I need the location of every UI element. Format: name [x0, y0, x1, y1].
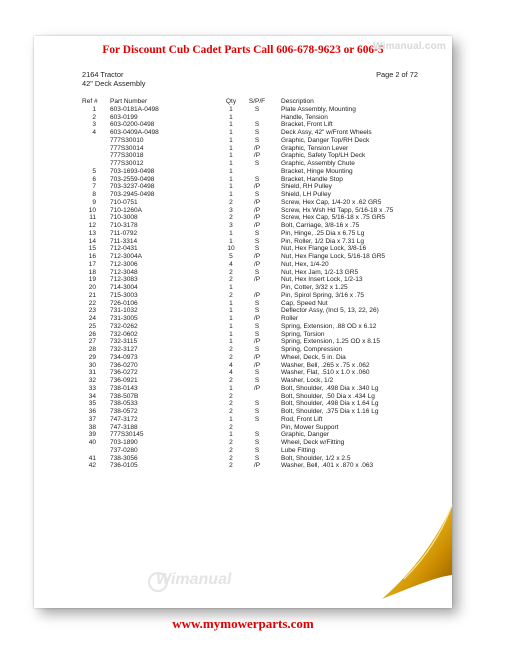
cell-description: Pin, Hinge, .25 Dia x 6.75 Lg	[281, 229, 365, 237]
cell-qty: 2	[229, 446, 233, 454]
cell-description: Shield, RH Pulley	[281, 183, 332, 191]
cell-spf: S	[254, 369, 260, 377]
cell-description: Pin, Roller, 1/2 Dia x 7.31 Lg	[281, 237, 364, 245]
cell-description: Nut, Hex Flange Lock, 5/16-18 GR5	[281, 253, 386, 260]
cell-qty: 1	[229, 415, 233, 423]
cell-part-number: 603-0199	[110, 113, 138, 121]
cell-spf: /P	[253, 198, 261, 206]
cell-spf: /P	[253, 384, 261, 392]
cell-spf: /P	[253, 276, 261, 284]
cell-spf: /P	[253, 353, 261, 361]
cell-spf: S	[254, 175, 260, 183]
cell-qty: 5	[229, 253, 233, 260]
page-curl-icon	[378, 503, 456, 605]
cell-ref: 38	[88, 423, 96, 431]
cell-ref: 20	[88, 284, 96, 291]
cell-qty: 1	[229, 175, 233, 183]
cell-spf: S	[254, 454, 260, 462]
cell-part-number: 747-3188	[110, 423, 138, 431]
cell-part-number: 736-0105	[110, 462, 138, 470]
cell-ref: 21	[88, 291, 96, 299]
cell-description: Lube Fitting	[281, 446, 316, 454]
cell-ref: 4	[92, 129, 96, 136]
cell-ref: 23	[88, 307, 96, 315]
cell-description: Bolt, Shoulder, .498 Dia x 1.64 Lg	[281, 400, 379, 408]
page-number: Page 2 of 72	[376, 70, 418, 79]
cell-qty: 4	[229, 369, 233, 377]
cell-part-number: 711-3314	[110, 237, 138, 245]
cell-ref: 12	[88, 222, 96, 229]
cell-part-number: 738-507B	[110, 392, 139, 400]
cell-qty: 1	[229, 144, 233, 152]
cell-ref: 42	[88, 462, 96, 470]
cell-part-number: 712-3083	[110, 276, 138, 284]
cell-description: Graphic, Safety Top/LH Deck	[281, 152, 366, 160]
cell-spf: S	[254, 439, 260, 446]
cell-description: Graphic, Danger	[281, 431, 330, 439]
cell-qty: 4	[229, 260, 233, 268]
cell-part-number: 731-1032	[110, 307, 138, 315]
cell-ref: 41	[88, 454, 96, 462]
cell-spf: /P	[253, 206, 261, 214]
cell-ref: 40	[88, 439, 96, 446]
cell-description: Nut, Hex Flange Lock, 3/8-16	[281, 245, 367, 253]
cell-spf: S	[254, 191, 260, 198]
cell-description: Nut, Hex Jam, 1/2-13 GR5	[281, 268, 359, 276]
cell-part-number: 732-0262	[110, 322, 138, 330]
cell-ref: 28	[88, 346, 96, 353]
cell-spf: S	[254, 136, 260, 144]
cell-qty: 1	[229, 299, 233, 307]
cell-spf: S	[254, 307, 260, 315]
cell-spf: /P	[253, 338, 261, 346]
cell-description: Bolt, Shoulder, 1/2 x 2.5	[281, 454, 351, 462]
cell-qty: 1	[229, 315, 233, 322]
cell-description: Screw, Hex Cap, 1/4-20 x .62 GR5	[281, 198, 382, 206]
cell-ref: 5	[92, 167, 96, 175]
cell-qty: 1	[229, 307, 233, 315]
cell-description: Washer, Bell, .265 x .75 x .062	[281, 361, 370, 369]
cell-spf: S	[254, 415, 260, 423]
cell-part-number: 726-0106	[110, 299, 138, 307]
cell-part-number: 703-2559-0498	[110, 175, 155, 183]
cell-ref: 36	[88, 408, 96, 415]
cell-description: Rod, Front Lift	[281, 415, 323, 423]
cell-spf: S	[254, 322, 260, 330]
cell-qty: 1	[229, 183, 233, 191]
cell-qty: 1	[229, 160, 233, 167]
cell-part-number: 736-0272	[110, 369, 138, 377]
cell-part-number: 777S30018	[110, 152, 144, 160]
cell-ref: 32	[88, 377, 96, 384]
cell-ref: 22	[88, 299, 96, 307]
cell-ref: 18	[88, 268, 96, 276]
cell-qty: 2	[229, 214, 233, 222]
cell-ref: 3	[92, 121, 96, 129]
cell-part-number: 715-3003	[110, 291, 138, 299]
cell-spf: S	[254, 245, 260, 253]
cell-qty: 1	[229, 152, 233, 160]
cell-qty: 1	[229, 237, 233, 245]
cell-description: Plate Assembly, Mounting	[281, 105, 356, 113]
cell-part-number: 737-0280	[110, 446, 138, 454]
cell-spf: S	[254, 105, 260, 113]
cell-ref: 17	[88, 260, 96, 268]
cell-part-number: 732-3115	[110, 338, 138, 346]
cell-ref: 11	[89, 214, 96, 222]
cell-ref: 35	[88, 400, 96, 408]
cell-spf: S	[254, 377, 260, 384]
cell-ref: 37	[88, 415, 96, 423]
cell-spf: S	[254, 346, 260, 353]
cell-part-number: 732-0602	[110, 330, 138, 338]
cell-spf: S	[254, 129, 260, 136]
cell-description: Wheel, Deck w/Fitting	[281, 439, 345, 446]
cell-spf: S	[254, 400, 260, 408]
cell-spf: /P	[253, 183, 261, 191]
cell-part-number: 710-3008	[110, 214, 138, 222]
cell-qty: 1	[229, 113, 233, 121]
brand-watermark-top: Wimanual.com	[373, 41, 446, 52]
cell-qty: 1	[229, 431, 233, 439]
cell-description: Bolt, Shoulder, .498 Dia x .340 Lg	[281, 384, 379, 392]
cell-part-number: 603-0409A-0498	[110, 129, 159, 136]
cell-qty: 1	[229, 229, 233, 237]
cell-spf: /P	[253, 361, 261, 369]
cell-qty: 2	[229, 276, 233, 284]
cell-qty: 2	[229, 454, 233, 462]
cell-description: Spring, Extension, 1.25 OD x 8.15	[281, 338, 380, 346]
cell-description: Shield, LH Pulley	[281, 191, 331, 198]
cell-description: Wheel, Deck, 5 in. Dia	[281, 353, 346, 361]
cell-qty: 1	[229, 322, 233, 330]
cell-part-number: 747-3172	[110, 415, 138, 423]
cell-spf: /P	[253, 260, 261, 268]
cell-part-number: 738-0533	[110, 400, 138, 408]
cell-qty: 1	[229, 167, 233, 175]
cell-description: Bolt, Shoulder, .375 Dia x 1.16 Lg	[281, 408, 379, 415]
cell-qty: 2	[229, 346, 233, 353]
cell-spf: S	[254, 268, 260, 276]
cell-description: Deck Assy, 42" w/Front Wheels	[281, 129, 372, 136]
cell-spf: /P	[253, 222, 261, 229]
cell-ref: 39	[88, 431, 96, 439]
cell-part-number: 703-1890	[110, 439, 138, 446]
cell-spf: /P	[253, 152, 261, 160]
cell-description: Bracket, Hinge Mounting	[281, 167, 353, 175]
cell-qty: 1	[229, 338, 233, 346]
cell-description: Spring, Extension, .88 OD x 6.12	[281, 322, 377, 330]
cell-qty: 1	[229, 121, 233, 129]
cell-spf: /P	[253, 214, 261, 222]
cell-part-number: 777S30014	[110, 144, 144, 152]
cell-spf: S	[254, 121, 260, 129]
cell-part-number: 777S30010	[110, 136, 144, 144]
cell-description: Nut, Hex, 1/4-20	[281, 260, 329, 268]
cell-spf: S	[254, 237, 260, 245]
header-qty: Qty	[225, 98, 237, 105]
cell-description: Bolt, Shoulder, .50 Dia x .434 Lg	[281, 392, 375, 400]
cell-description: Cap, Speed Nut	[281, 299, 328, 307]
cell-ref: 13	[88, 229, 96, 237]
cell-qty: 10	[227, 245, 235, 253]
cell-spf: /P	[253, 144, 261, 152]
cell-ref: 16	[88, 253, 96, 260]
cell-ref: 6	[92, 175, 96, 183]
cell-part-number: 603-0181A-0498	[110, 105, 159, 113]
watermark-text: Wimanual	[156, 571, 232, 588]
cell-part-number: 738-0572	[110, 408, 138, 415]
cell-qty: 1	[229, 191, 233, 198]
cell-ref: 24	[88, 315, 96, 322]
cell-qty: 3	[229, 206, 233, 214]
cell-description: Spring, Compression	[281, 346, 343, 353]
cell-part-number: 714-3004	[110, 284, 138, 291]
header-part-number: Part Number	[110, 98, 148, 105]
cell-qty: 1	[229, 284, 233, 291]
cell-part-number: 710-1260A	[110, 206, 143, 214]
cell-part-number: 738-3056	[110, 454, 138, 462]
cell-description: Pin, Cotter, 3/32 x 1.25	[281, 284, 348, 291]
cell-part-number: 712-3006	[110, 260, 138, 268]
cell-description: Graphic, Assembly Chute	[281, 160, 355, 167]
cell-qty: 3	[229, 222, 233, 229]
cell-description: Washer, Lock, 1/2	[281, 377, 334, 384]
cell-ref: 29	[88, 353, 96, 361]
cell-qty: 2	[229, 291, 233, 299]
cell-qty: 2	[229, 423, 233, 431]
cell-part-number: 777S30012	[110, 160, 144, 167]
cell-spf: /P	[253, 462, 261, 470]
cell-spf: /P	[253, 291, 261, 299]
cell-part-number: 734-0973	[110, 353, 138, 361]
cell-spf: S	[254, 446, 260, 454]
cell-part-number: 711-0792	[110, 229, 138, 237]
cell-ref: 27	[88, 338, 96, 346]
cell-ref: 30	[88, 361, 96, 369]
cell-qty: 2	[229, 377, 233, 384]
cell-qty: 2	[229, 353, 233, 361]
cell-description: Screw, Hex Cap, 5/16-18 x .75 GR5	[281, 214, 386, 222]
cell-qty: 1	[229, 105, 233, 113]
document-title: 2164 Tractor	[82, 70, 124, 79]
header-spf: S/P/F	[248, 98, 266, 105]
cell-qty: 1	[229, 384, 233, 392]
cell-qty: 1	[229, 129, 233, 136]
cell-qty: 2	[229, 462, 233, 470]
cell-ref: 1	[92, 105, 96, 113]
cell-spf: S	[254, 229, 260, 237]
cell-part-number: 712-3004A	[110, 253, 143, 260]
cell-part-number: 712-3048	[110, 268, 138, 276]
cell-spf: S	[254, 299, 260, 307]
cell-part-number: 712-0431	[110, 245, 138, 253]
cell-description: Nut, Hex Insert Lock, 1/2-13	[281, 276, 363, 284]
cell-spf: S	[254, 408, 260, 415]
cell-description: Deflector Assy, (Incl 5, 13, 22, 26)	[281, 307, 379, 315]
cell-spf: S	[254, 330, 260, 338]
discount-banner: For Discount Cub Cadet Parts Call 606-678-9623 or 606-5	[102, 44, 384, 56]
cell-qty: 1	[229, 136, 233, 144]
footer-url[interactable]: www.mymowerparts.com	[172, 616, 314, 631]
cell-ref: 31	[88, 369, 96, 377]
header-description: Description	[281, 98, 314, 105]
cell-ref: 14	[88, 237, 96, 245]
cell-part-number: 736-0270	[110, 361, 138, 369]
cell-ref: 7	[92, 183, 96, 191]
cell-qty: 1	[229, 330, 233, 338]
cell-ref: 15	[88, 245, 96, 253]
cell-description: Pin, Spirol Spring, 3/16 x .75	[281, 291, 364, 299]
cell-qty: 2	[229, 392, 233, 400]
cell-qty: 2	[229, 198, 233, 206]
cell-description: Roller	[281, 315, 299, 322]
cell-description: Graphic, Tension Lever	[281, 144, 349, 152]
cell-part-number: 731-3005	[110, 315, 138, 322]
cell-description: Graphic, Danger Top/RH Deck	[281, 136, 370, 144]
cell-spf: /P	[253, 253, 261, 260]
document-subtitle: 42" Deck Assembly	[82, 79, 146, 88]
cell-ref: 26	[88, 330, 96, 338]
cell-description: Bolt, Carriage, 3/8-16 x .75	[281, 222, 360, 229]
cell-ref: 8	[92, 191, 96, 198]
cell-qty: 2	[229, 268, 233, 276]
cell-part-number: 777S30145	[110, 431, 144, 439]
cell-part-number: 736-0921	[110, 377, 138, 384]
cell-ref: 19	[88, 276, 96, 284]
cell-description: Washer, Bell, .401 x .870 x .063	[281, 462, 374, 470]
cell-part-number: 703-3237-0498	[110, 183, 155, 191]
cell-description: Bracket, Handle Stop	[281, 175, 343, 183]
cell-part-number: 732-3127	[110, 346, 138, 353]
cell-description: Washer, Flat, .510 x 1.0 x .060	[281, 369, 370, 377]
cell-part-number: 738-0143	[110, 384, 138, 392]
cell-part-number: 710-0751	[110, 198, 138, 206]
cell-ref: 34	[88, 392, 96, 400]
cell-ref: 2	[92, 113, 96, 121]
header-ref: Ref #	[82, 98, 98, 105]
cell-description: Spring, Torsion	[281, 330, 325, 338]
cell-part-number: 710-3178	[110, 222, 138, 229]
cell-part-number: 703-2945-0498	[110, 191, 155, 198]
cell-spf: /P	[253, 315, 261, 322]
cell-qty: 2	[229, 439, 233, 446]
cell-part-number: 703-1693-0498	[110, 167, 155, 175]
cell-description: Bracket, Front Lift	[281, 121, 333, 129]
cell-part-number: 603-0200-0498	[110, 121, 155, 129]
document-header	[82, 70, 418, 88]
cell-spf: S	[254, 160, 260, 167]
cell-description: Pin, Mower Support	[281, 423, 339, 431]
cell-qty: 2	[229, 400, 233, 408]
cell-description: Handle, Tension	[281, 113, 328, 121]
cell-ref: 9	[92, 198, 96, 206]
cell-description: Screw, Hx Wsh Hd Tapp, 5/16-18 x .75	[281, 206, 394, 214]
cell-spf: S	[254, 431, 260, 439]
cell-qty: 4	[229, 361, 233, 369]
cell-ref: 10	[88, 206, 96, 214]
cell-ref: 25	[88, 322, 96, 330]
cell-ref: 33	[88, 384, 96, 392]
cell-qty: 2	[229, 408, 233, 415]
